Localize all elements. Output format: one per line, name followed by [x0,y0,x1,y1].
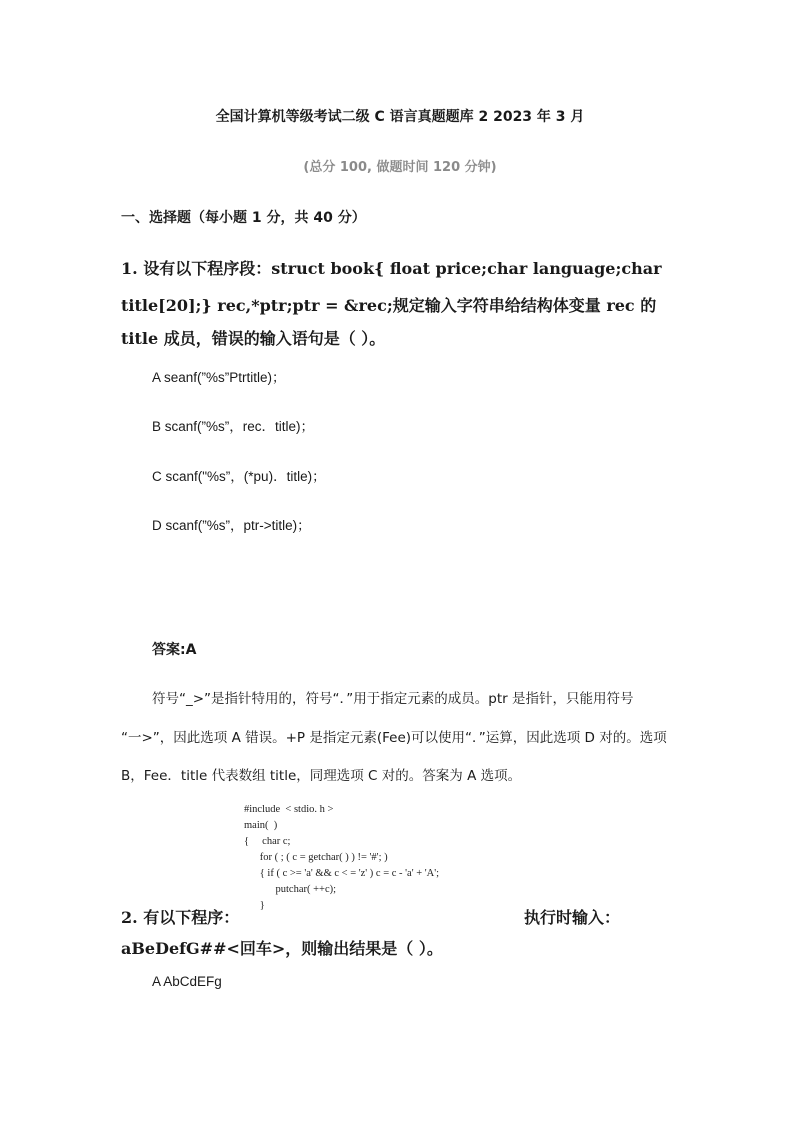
question-1-option-d: D scanf(”%s”，ptr->title)； [152,518,311,533]
question-1-line-1: 1. 设有以下程序段：struct book{ float price;char language;char [121,259,662,278]
page-subtitle: (总分 100, 做题时间 120 分钟) [303,160,497,175]
explanation-line-3: B，Fee．title 代表数组 title，同理选项 C 对的。答案为 A 选项。 [121,768,522,784]
explanation-line-2: “一>”，因此选项 A 错误。+P 是指定元素(Fee)可以使用“．”运算，因此选项 D 对的。选项 [121,730,667,746]
question-1-option-a: A seanf(”%s”Ptrtitle)； [152,370,286,385]
code-line: { if ( c >= 'a' && c < = 'z' ) c = c - 'a' + 'A'; [244,868,440,879]
question-2-option-a: A AbCdEFg [152,974,222,989]
question-1-line-3: title 成员，错误的输入语句是（ ）。 [121,329,386,348]
page-title: 全国计算机等级考试二级 C 语言真题题库 2 2023 年 3 月 [215,109,585,125]
question-2-prefix: 2. 有以下程序： [121,908,240,927]
question-1-answer: 答案:A [152,642,197,658]
code-line: { char c; [244,836,291,847]
section-heading: 一、选择题（每小题 1 分，共 40 分） [121,210,366,226]
question-1-option-b: B scanf(”%s”，rec．title)； [152,419,315,434]
code-line: #include < stdio. h > [244,804,334,815]
code-line: putchar( ++c); [244,884,337,895]
question-2-suffix: 执行时输入： [524,908,621,927]
code-line: main( ) [244,820,278,831]
code-line: for ( ; ( c = getchar( ) ) != '#'; ) [244,852,388,863]
question-1-line-2: title[20];} rec,*ptr;ptr = &rec;规定输入字符串给结构体变量 rec 的 [121,296,657,315]
explanation-line-1: 符号“_>”是指针特用的，符号“．”用于指定元素的成员。ptr 是指针，只能用符号 [152,691,634,707]
code-line: } [244,900,265,911]
question-1-option-c: C scanf("%s”，(*pu)．title)； [152,469,326,484]
question-2-line-2: aBeDefG##<回车>，则输出结果是（ ）。 [121,939,443,958]
